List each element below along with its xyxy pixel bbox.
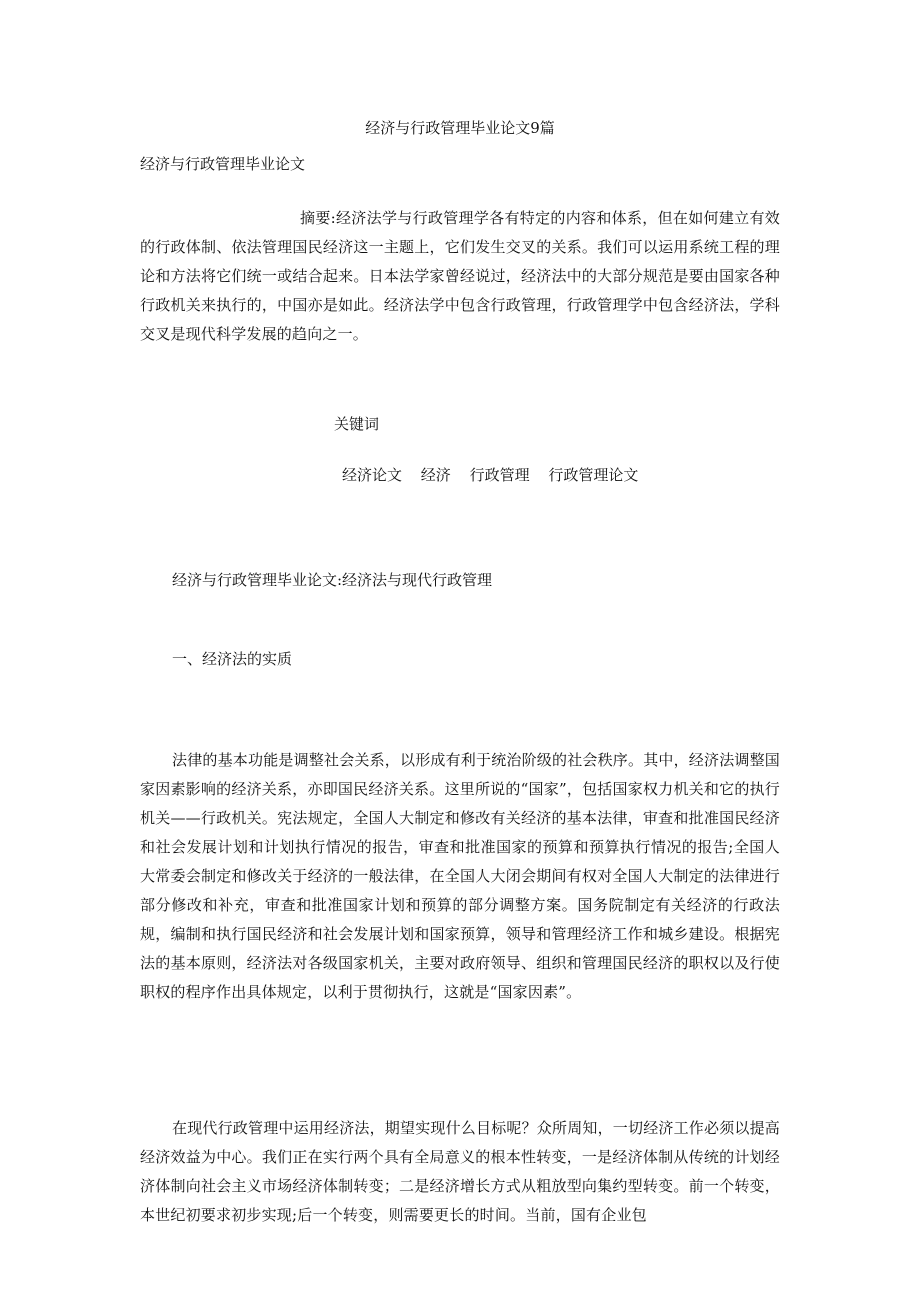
document-subtitle: 经济与行政管理毕业论文 bbox=[140, 155, 306, 173]
keywords-list bbox=[342, 461, 652, 490]
keyword-item: 经济论文 bbox=[342, 466, 403, 484]
keyword-item: 行政管理 bbox=[469, 466, 530, 484]
document-title: 经济与行政管理毕业论文9篇 bbox=[365, 119, 555, 137]
section-heading: 一、经济法的实质 bbox=[172, 650, 293, 668]
keyword-item: 经济 bbox=[420, 466, 451, 484]
abstract-paragraph: 摘要:经济法学与行政管理学各有特定的内容和体系，但在如何建立有效的行政体制、依法管理国民经济这一主题上，它们发生交叉的关系。我们可以运用系统工程的理论和方法将它们统一或结合起来。日本法学家曾经说过，经济法中的大部分规范是要由国家各种行政机关来执行的，中国亦是如此。经济法学中包含行政管理，行政管理学中包含经济法，学科交叉是现代科学发展的趋向之一。 bbox=[140, 209, 780, 343]
body-paragraph-2: 在现代行政管理中运用经济法，期望实现什么目标呢？众所周知，一切经济工作必须以提高经济效益为中心。我们正在实行两个具有全局意义的根本性转变，一是经济体制从传统的计划经济体制向社会主义市场经济体制转变；二是经济增长方式从粗放型向集约型转变。前一个转变，本世纪初要求初步实现;后一个转变，则需要更长的时间。当前，国有企业包 bbox=[140, 1119, 780, 1224]
body-paragraph-1: 法律的基本功能是调整社会关系，以形成有利于统治阶级的社会秩序。其中，经济法调整国家因素影响的经济关系，亦即国民经济关系。这里所说的“国家”，包括国家权力机关和它的执行机关——行政机关。宪法规定，全国人大制定和修改有关经济的基本法律，审查和批准国民经济和社会发展计划和计划执行情况的报告，审查和批准国家的预算和预算执行情况的报告;全国人大常委会制定和修改关于经济的一般法律，在全国人大闭会期间有权对全国人大制定的法律进行部分修改和补充，审查和批准国家计划和预算的部分调整方案。国务院制定有关经济的行政法规，编制和执行国民经济和社会发展计划和国家预算，领导和管理经济工作和城乡建设。根据宪法的基本原则，经济法对各级国家机关，主要对政府领导、组织和管理国民经济的职权以及行使职权的程序作出具体规定，以利于贯彻执行，这就是“国家因素”。 bbox=[140, 751, 781, 1001]
keyword-item: 行政管理论文 bbox=[548, 466, 639, 484]
section-title: 经济与行政管理毕业论文:经济法与现代行政管理 bbox=[172, 571, 493, 589]
keywords-label: 关键词 bbox=[334, 415, 380, 433]
